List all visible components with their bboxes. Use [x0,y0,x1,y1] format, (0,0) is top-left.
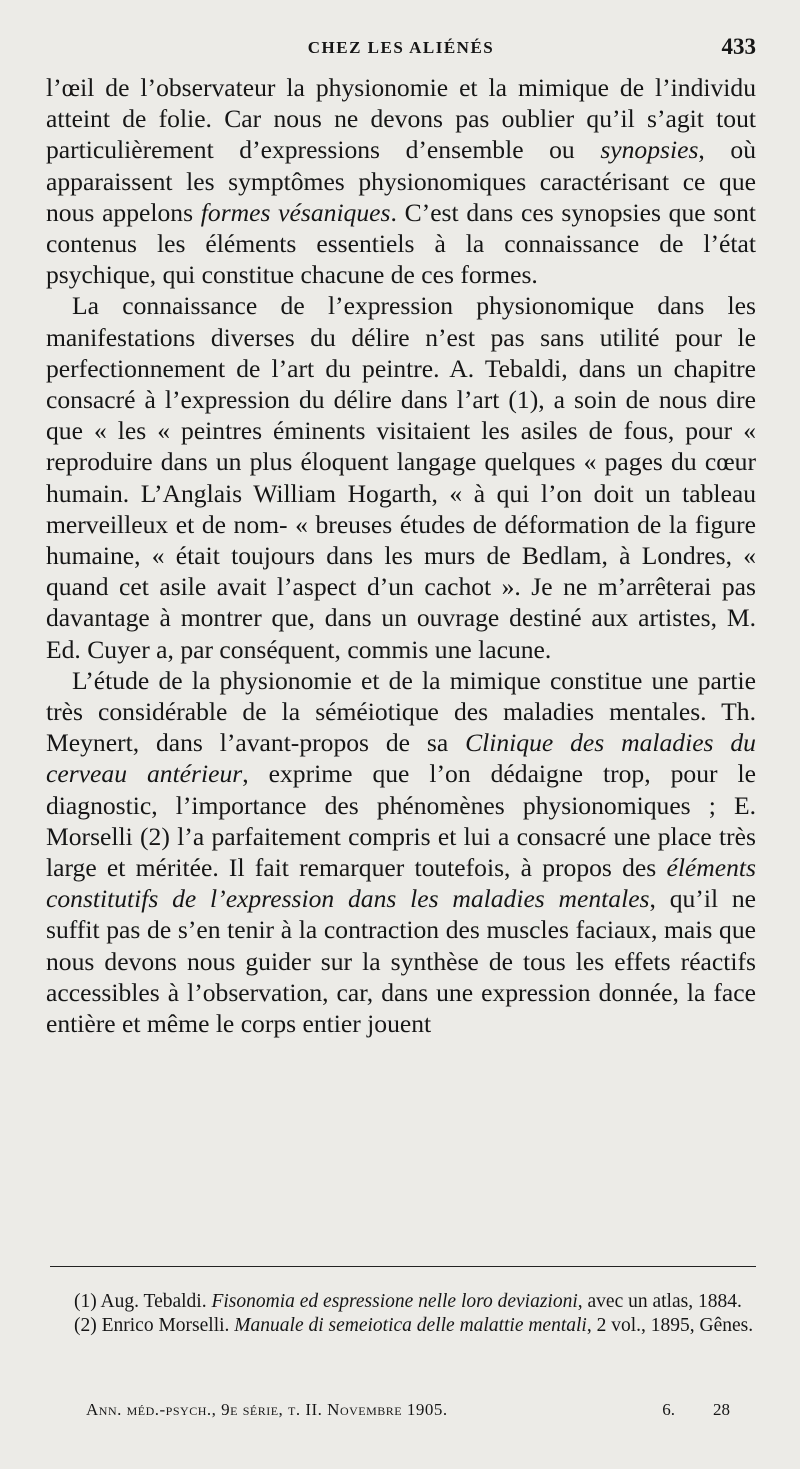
running-head [46,34,756,64]
footnotes [46,1290,756,1338]
paragraph-1 [46,72,756,290]
paragraph-3 [46,665,756,1039]
footnote-text: , avec un atlas, 1884. [577,1291,742,1312]
italic-term: formes vésaniques [200,197,391,227]
footnote-text: (2) Enrico Morselli. [74,1315,235,1336]
body-text [46,72,756,1039]
italic-title: Clinique des maladies du cerveau antérieur [46,728,756,789]
paragraph-2: La connaissance de l’expression physionomique dans les manifestations diverses du délire n’est pas sans utilité pour le perfectionnement de l’art du peintre. A. Tebaldi, dans un chapitre consacré à l’expression du délire dans l’art (1), a soin de nous dire que « les « peintres éminents visitaient les asiles de fous, pour « reproduire dans un plus éloquent langage quelques « pages du cœur humain. L’Anglais William Hogarth, « à qui l’on doit un tableau merveilleux et de nom- « breuses études de déformation de la figure humaine, « était toujours dans les murs de Bedlam, à Londres, « quand cet asile avait l’aspect d’un cachot ». Je ne m’arrêterai pas davantage à montrer que, dans un ouvrage destiné aux artistes, M. Ed. Cuyer a, par conséquent, commis une lacune. [46,291,756,664]
footnote-text: (1) Aug. Tebaldi. [74,1291,212,1312]
signature-marks [624,1400,730,1420]
text-run: , exprime que l’on dédaigne trop, pour le diagnostic, l’importance des phénomènes physionomiques ; E. Morselli (2) l’a parfaitement compris et lui a consacré une place très large et méritée. Il fait remarquer toutefois, à propos des [46,759,756,883]
text-run: . C’est dans ces synopsies que sont contenus les éléments essentiels à la connaissance de l’état psychique, qui constitue chacune de ces formes. [46,197,756,290]
text-run: L’étude de la physionomie et de la mimique constitue une partie très considérable de la séméiotique des maladies mentales. Th. Meynert, dans l’avant-propos de sa [46,665,756,758]
italic-title: éléments constitutifs de l’expression dans les maladies mentales [46,853,756,914]
footnote-divider [50,1266,756,1267]
sheet-number: 6. [662,1400,675,1419]
footnote-2 [46,1314,756,1338]
page-number: 433 [721,34,756,59]
text-run: l’œil de l’observateur la physionomie et la mimique de l’individu atteint de folie. Car nous ne devons pas oublier qu’il s’agit tout particulièrement d’expressions d’ensemble ou [46,73,756,165]
text-run: , qu’il ne suffit pas de s’en tenir à la contraction des muscles faciaux, mais que nous devons nous guider sur la synthèse de tous les effets réactifs accessibles à l’observation, car, dans une expression donnée, la face entière et même le corps entier jouent [46,884,756,1039]
footnote-text: , 2 vol., 1895, Gênes. [586,1315,754,1336]
footnote-title: Fisonomia ed espressione nelle loro deviazioni [211,1291,578,1312]
italic-term: synopsies [600,135,699,165]
page-footer [86,1400,730,1420]
signature-number: 28 [713,1400,730,1419]
journal-line: Ann. méd.-psych., 9e série, t. II. Novembre 1905. [86,1400,448,1419]
running-title: CHEZ LES ALIÉNÉS [307,38,495,57]
text-run: , où apparaissent les symptômes physionomiques caractérisant ce que nous appelons [46,135,756,227]
footnote-title: Manuale di semeiotica delle malattie mentali [234,1315,587,1336]
footnote-1 [46,1290,756,1314]
